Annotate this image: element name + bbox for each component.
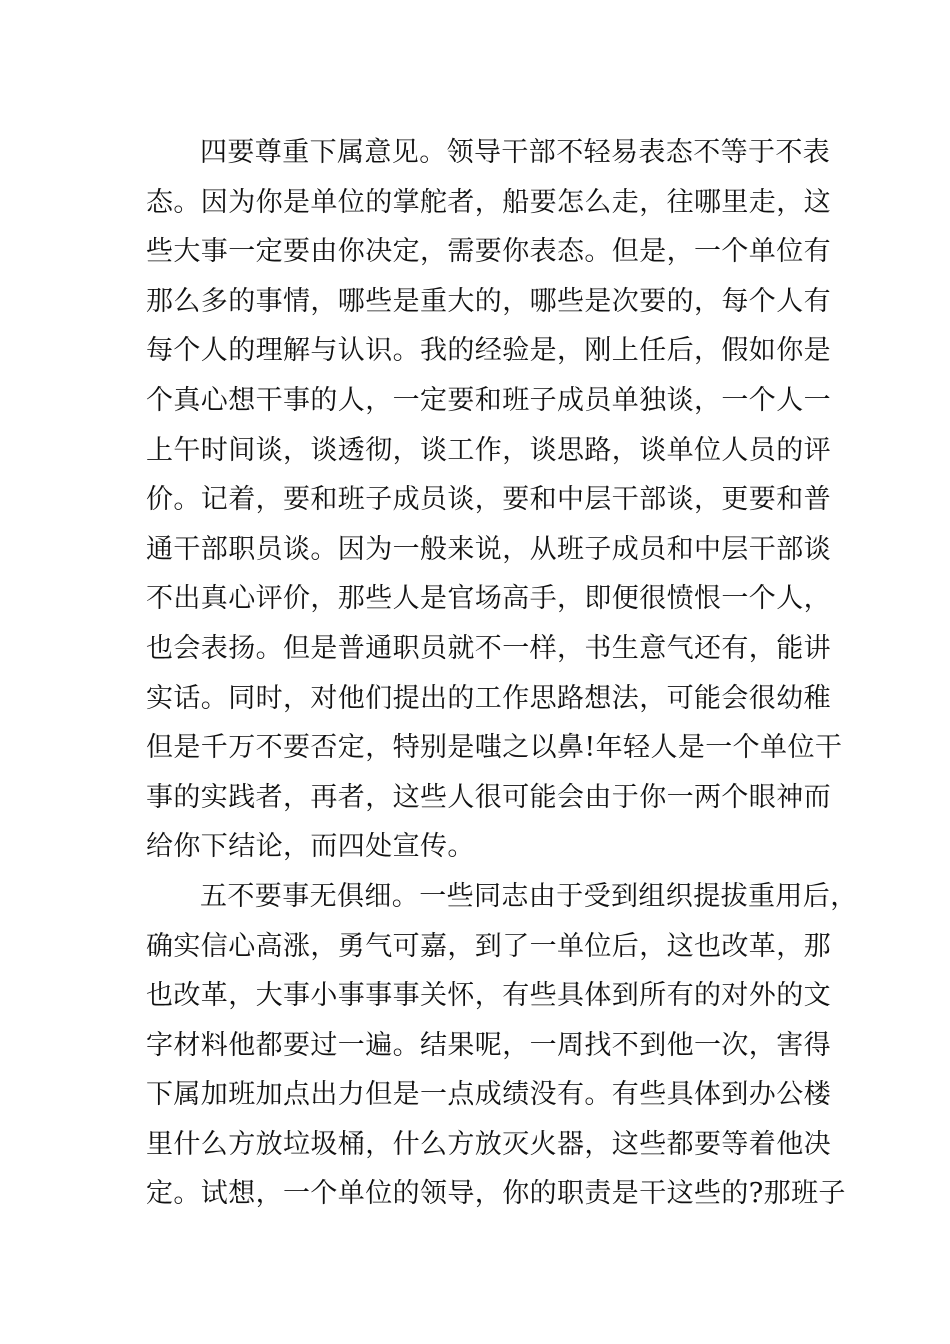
paragraph-4-line-6: 个真心想干事的人，一定要和班子成员单独谈，一个人一 (146, 384, 831, 416)
paragraph-4-line-14: 事的实践者，再者，这些人很可能会由于你一两个眼神而 (146, 781, 831, 813)
paragraph-5-line-3: 也改革，大事小事事事关怀，有些具体到所有的对外的文 (146, 980, 831, 1012)
paragraph-4-line-1: 四要尊重下属意见。领导干部不轻易表态不等于不表 (200, 137, 831, 168)
paragraph-4-line-10: 不出真心评价，那些人是官场高手，即便很愤恨一个人， (146, 583, 831, 615)
paragraph-4-line-9: 通干部职员谈。因为一般来说，从班子成员和中层干部谈 (146, 533, 831, 565)
paragraph-5-line-5: 下属加班加点出力但是一点成绩没有。有些具体到办公楼 (146, 1079, 831, 1111)
paragraph-4-line-13: 但是千万不要否定，特别是嗤之以鼻!年轻人是一个单位干 (146, 732, 843, 764)
paragraph-5-line-7: 定。试想，一个单位的领导，你的职责是干这些的?那班子 (146, 1178, 846, 1210)
paragraph-5-line-6: 里什么方放垃圾桶，什么方放灭火器，这些都要等着他决 (146, 1128, 831, 1160)
paragraph-4-line-5: 每个人的理解与认识。我的经验是，刚上任后，假如你是 (146, 335, 831, 367)
document-body (146, 128, 858, 1219)
paragraph-5-line-2: 确实信心高涨，勇气可嘉，到了一单位后，这也改革，那 (146, 930, 831, 962)
paragraph-4-line-7: 上午时间谈，谈透彻，谈工作，谈思路，谈单位人员的评 (146, 434, 831, 466)
paragraph-5-line-4: 字材料他都要过一遍。结果呢，一周找不到他一次，害得 (146, 1029, 831, 1061)
paragraph-4-line-12: 实话。同时，对他们提出的工作思路想法，可能会很幼稚 (146, 682, 831, 714)
paragraph-4-line-8: 价。记着，要和班子成员谈，要和中层干部谈，更要和普 (146, 484, 831, 516)
paragraph-5-line-1: 五不要事无俱细。一些同志由于受到组织提拔重用后， (200, 880, 858, 912)
paragraph-4-line-3: 些大事一定要由你决定，需要你表态。但是，一个单位有 (146, 236, 831, 268)
paragraph-4-line-15: 给你下结论，而四处宣传。 (146, 831, 475, 863)
paragraph-4-line-11: 也会表扬。但是普通职员就不一样，书生意气还有，能讲 (146, 632, 831, 664)
paragraph-4-line-4: 那么多的事情，哪些是重大的，哪些是次要的，每个人有 (146, 285, 831, 317)
paragraph-4-line-2: 态。因为你是单位的掌舵者，船要怎么走，往哪里走，这 (146, 186, 831, 218)
